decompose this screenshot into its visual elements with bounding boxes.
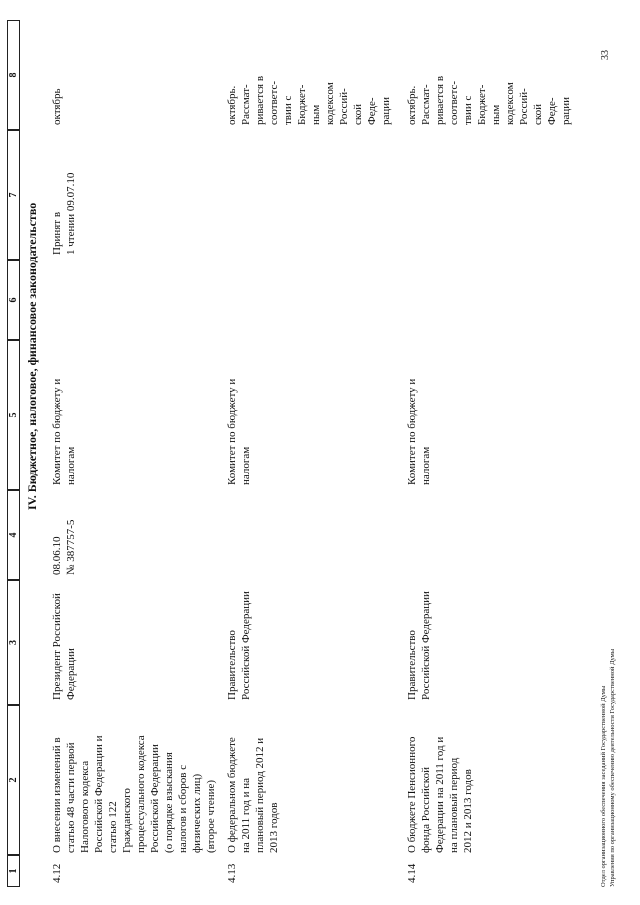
row-number: 4.14 bbox=[406, 863, 418, 883]
row-initiator: Правительство Российской Федерации bbox=[226, 591, 252, 700]
column-header-6: 6 bbox=[7, 260, 20, 340]
column-header-7: 7 bbox=[7, 130, 20, 260]
column-header-2: 2 bbox=[7, 705, 20, 855]
row-title: О бюджете Пенсионного фонда Российской Федерации на 2011 год и на плановый период 2012 и 2013 годов bbox=[406, 736, 474, 853]
column-header-8: 8 bbox=[7, 20, 20, 130]
footer-line-2: Управления по организационному обеспечению деятельности Государственной Думы bbox=[609, 648, 616, 887]
row-number: 4.13 bbox=[226, 863, 238, 883]
column-header-4: 4 bbox=[7, 490, 20, 580]
row-number: 4.12 bbox=[51, 863, 63, 883]
footer-line-1: Отдел организационного обеспечения заседаний Государственной Думы bbox=[600, 685, 607, 887]
row-committee: Комитет по бюджету и налогам bbox=[226, 378, 252, 485]
row-title: О внесении изменений в статью 48 части первой Налогового кодекса Российской Федерации и статью 122 Гражданского процессуального кодекса Российской Федерации (о порядке взыскания налогов и сборов с физических лиц) (второе чтение) bbox=[51, 735, 217, 853]
column-header-5: 5 bbox=[7, 340, 20, 490]
column-header-3: 3 bbox=[7, 580, 20, 705]
row-month: октябрь bbox=[51, 88, 63, 125]
row-title: О федеральном бюджете на 2011 год и на плановый период 2012 и 2013 годов bbox=[226, 737, 280, 853]
row-committee: Комитет по бюджету и налогам bbox=[406, 378, 432, 485]
row-registration: 08.06.10 № 387757-5 bbox=[51, 519, 77, 575]
row-committee: Комитет по бюджету и налогам bbox=[51, 378, 77, 485]
row-month: октябрь. Рассмат- ривается в соответс- твии с Бюджет- ным кодексом Россий- ской Феде- рации bbox=[406, 75, 572, 125]
section-title: IV. Бюджетное, налоговое, финансовое законодательство bbox=[25, 202, 39, 510]
row-initiator: Президент Российской Федерации bbox=[51, 593, 77, 700]
row-month: октябрь. Рассмат- ривается в соответс- твии с Бюджет- ным кодексом Россий- ской Феде- рации bbox=[226, 75, 392, 125]
row-status: Принят в 1 чтении 09.07.10 bbox=[51, 172, 77, 255]
row-initiator: Правительство Российской Федерации bbox=[406, 591, 432, 700]
column-header-1: 1 bbox=[7, 855, 20, 887]
page-number: 33 bbox=[600, 50, 611, 60]
